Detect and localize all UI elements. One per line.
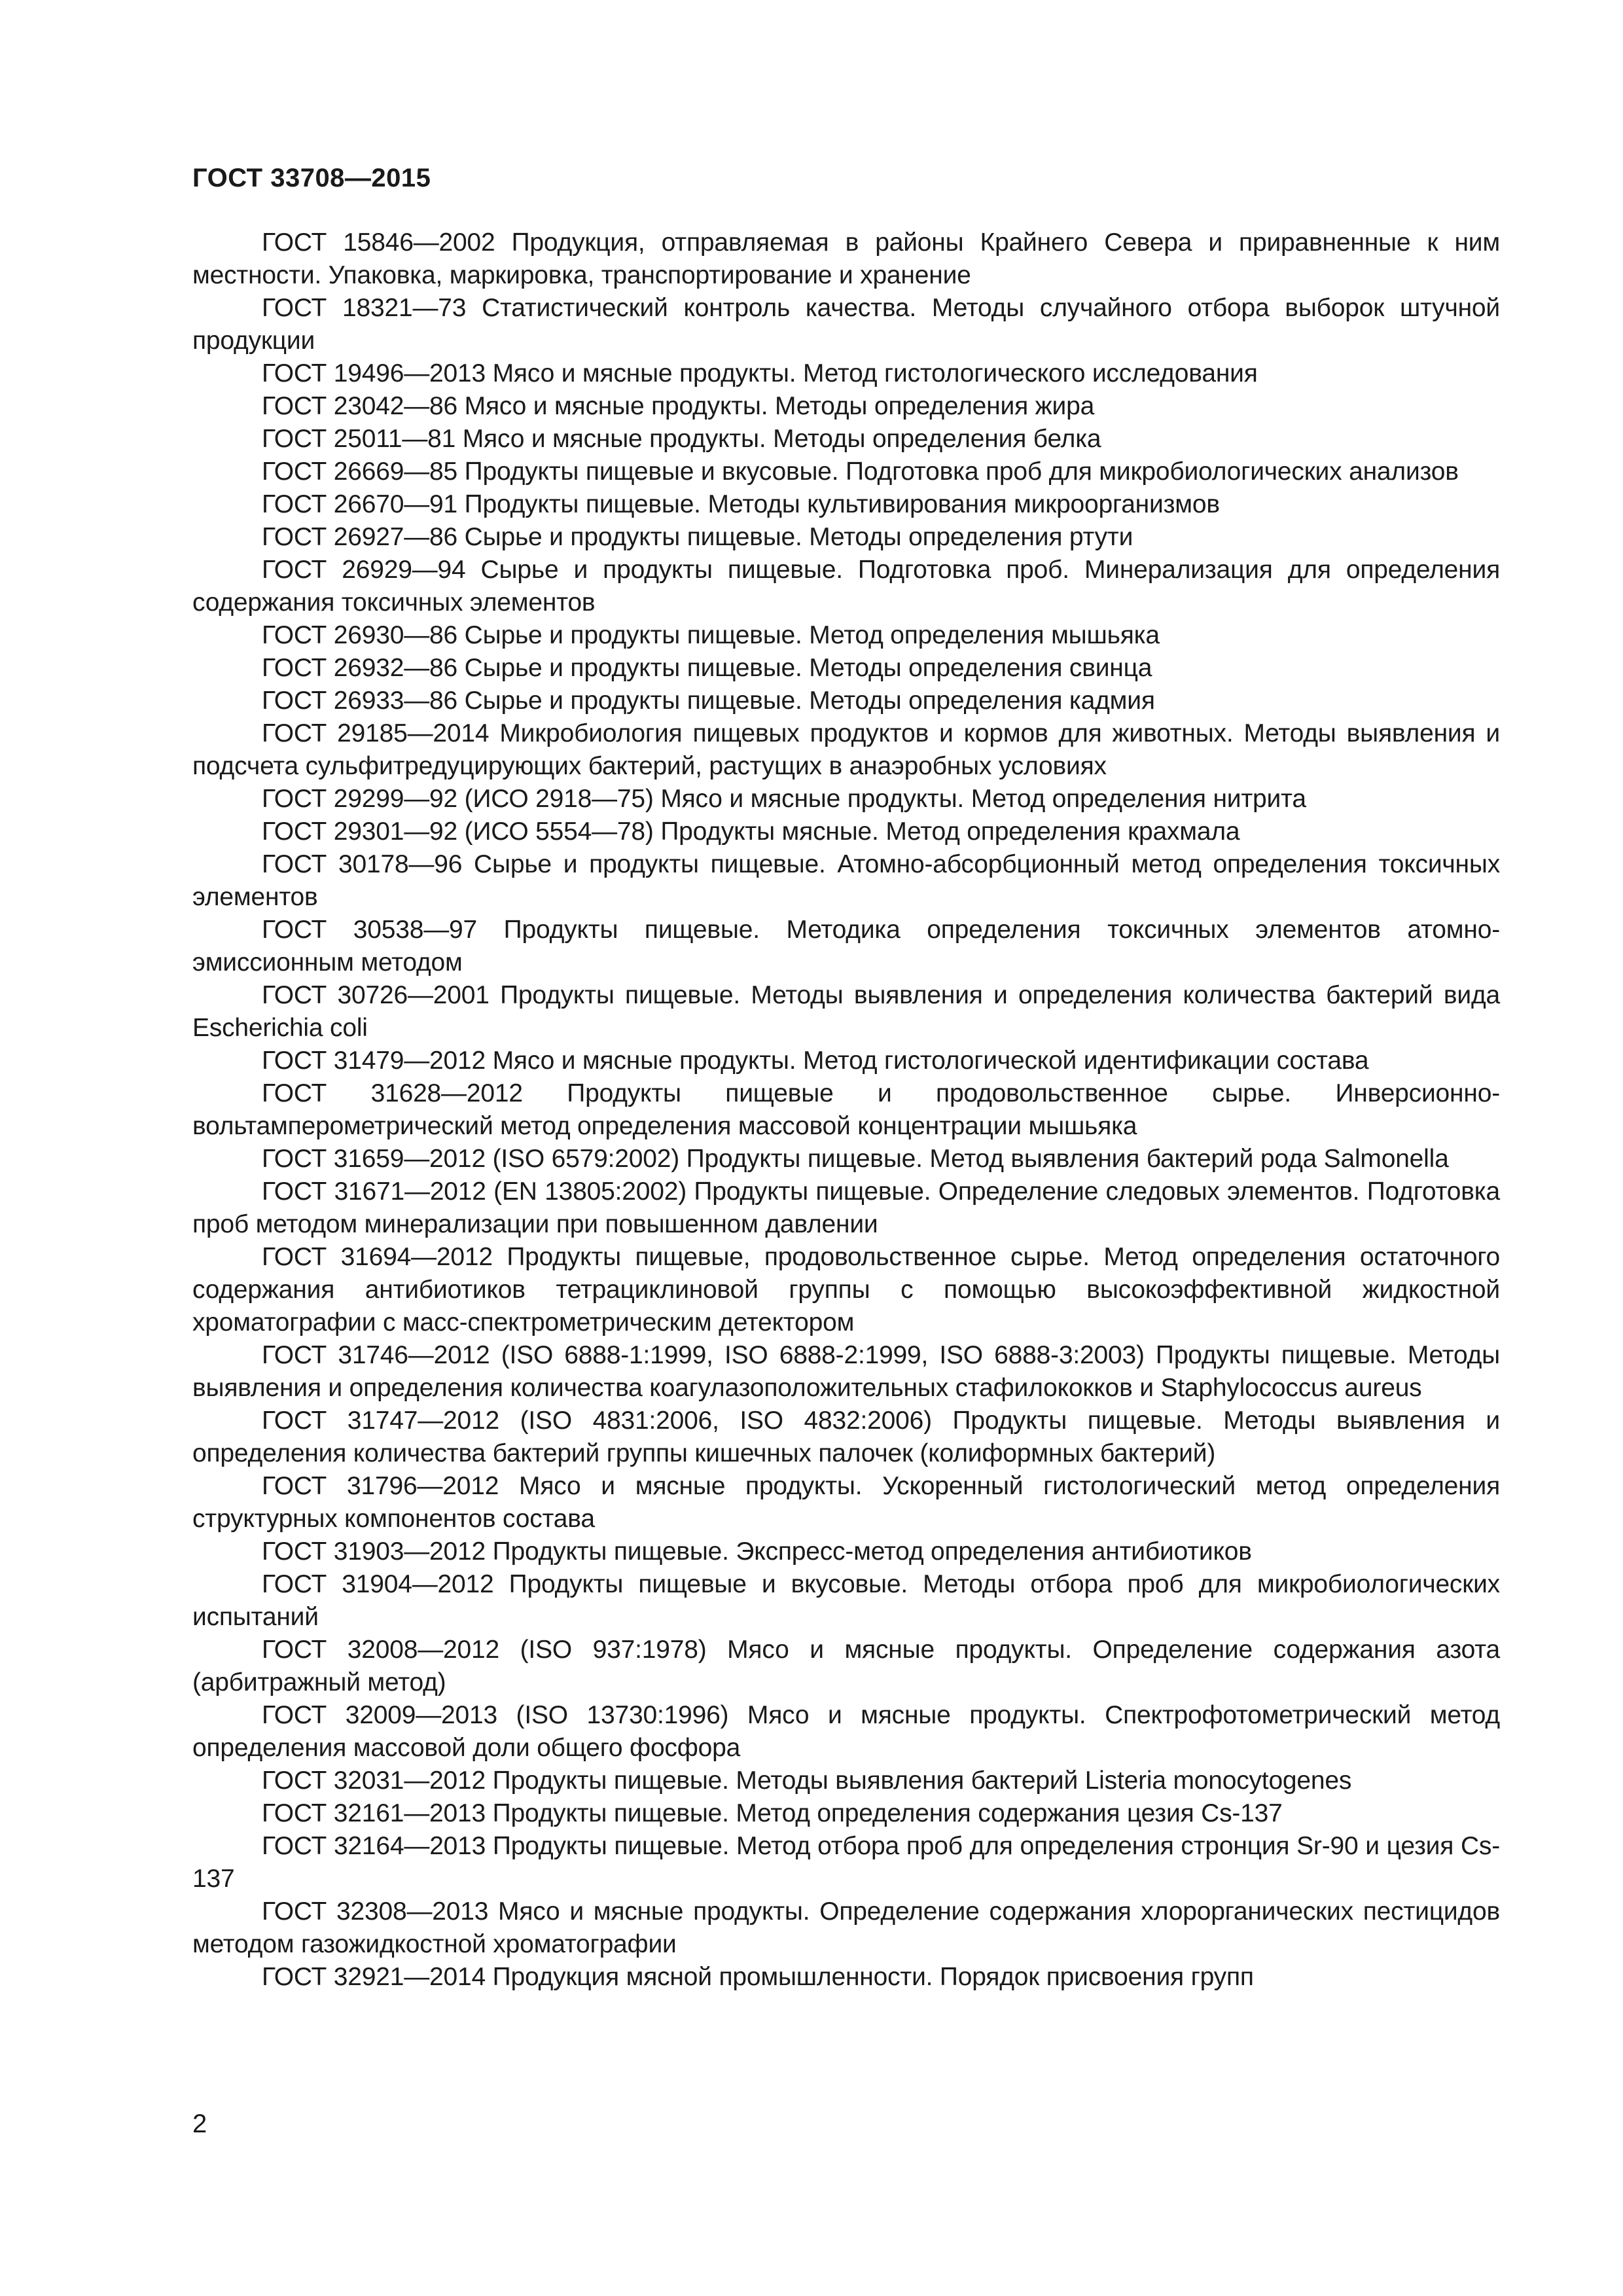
reference-item: ГОСТ 31747—2012 (ISO 4831:2006, ISO 4832:2006) Продукты пищевые. Методы выявления и определения количества бактерий группы кишечных палочек (колиформных бактерий) [192, 1407, 1500, 1467]
reference-item: ГОСТ 26669—85 Продукты пищевые и вкусовые. Подготовка проб для микробиологических анализов [262, 457, 1459, 486]
reference-item: ГОСТ 30726—2001 Продукты пищевые. Методы выявления и определения количества бактерий вида Escherichia coli [192, 981, 1500, 1042]
reference-item: ГОСТ 30538—97 Продукты пищевые. Методика определения токсичных элементов атомно-эмиссионным методом [192, 916, 1500, 977]
reference-item: ГОСТ 31659—2012 (ISO 6579:2002) Продукты пищевые. Метод выявления бактерий рода Salmonella [262, 1145, 1449, 1173]
reference-item: ГОСТ 18321—73 Статистический контроль качества. Методы случайного отбора выборок штучной продукции [192, 294, 1500, 355]
page-number: 2 [192, 2109, 207, 2138]
normative-references-list [192, 226, 1500, 1994]
reference-item: ГОСТ 31479—2012 Мясо и мясные продукты. Метод гистологической идентификации состава [262, 1047, 1369, 1075]
reference-item: ГОСТ 19496—2013 Мясо и мясные продукты. Метод гистологического исследования [262, 359, 1258, 387]
reference-item: ГОСТ 32921—2014 Продукция мясной промышленности. Порядок присвоения групп [262, 1963, 1254, 1991]
reference-item: ГОСТ 31694—2012 Продукты пищевые, продовольственное сырье. Метод определения остаточного содержания антибиотиков тетрациклиновой группы с помощью высокоэффективной жидкостной хроматографии с масс-спектрометрическим детектором [192, 1243, 1500, 1336]
reference-item: ГОСТ 32308—2013 Мясо и мясные продукты. Определение содержания хлорорганических пестицидов методом газожидкостной хроматографии [192, 1897, 1500, 1958]
reference-item: ГОСТ 26670—91 Продукты пищевые. Методы культивирования микроорганизмов [262, 490, 1220, 518]
reference-item: ГОСТ 26930—86 Сырье и продукты пищевые. Метод определения мышьяка [262, 621, 1160, 649]
reference-item: ГОСТ 30178—96 Сырье и продукты пищевые. Атомно-абсорбционный метод определения токсичных элементов [192, 850, 1500, 911]
reference-item: ГОСТ 29299—92 (ИСО 2918—75) Мясо и мясные продукты. Метод определения нитрита [262, 785, 1306, 813]
reference-item: ГОСТ 31903—2012 Продукты пищевые. Экспресс-метод определения антибиотиков [262, 1537, 1252, 1566]
reference-item: ГОСТ 23042—86 Мясо и мясные продукты. Методы определения жира [262, 392, 1095, 420]
reference-item: ГОСТ 31628—2012 Продукты пищевые и продовольственное сырье. Инверсионно-вольтамперометрический метод определения массовой концентрации мышьяка [192, 1079, 1500, 1140]
reference-item: ГОСТ 25011—81 Мясо и мясные продукты. Методы определения белка [262, 425, 1101, 453]
reference-item: ГОСТ 32009—2013 (ISO 13730:1996) Мясо и мясные продукты. Спектрофотометрический метод определения массовой доли общего фосфора [192, 1701, 1500, 1762]
reference-item: ГОСТ 31671—2012 (EN 13805:2002) Продукты пищевые. Определение следовых элементов. Подготовка проб методом минерализации при повышенном давлении [192, 1177, 1500, 1238]
reference-item: ГОСТ 31904—2012 Продукты пищевые и вкусовые. Методы отбора проб для микробиологических испытаний [192, 1570, 1500, 1631]
reference-item: ГОСТ 29185—2014 Микробиология пищевых продуктов и кормов для животных. Методы выявления и подсчета сульфитредуцирующих бактерий, растущих в анаэробных условиях [192, 719, 1500, 780]
document-header: ГОСТ 33708—2015 [192, 164, 431, 192]
reference-item: ГОСТ 15846—2002 Продукция, отправляемая в районы Крайнего Севера и приравненные к ним местности. Упаковка, маркировка, транспортирование и хранение [192, 228, 1500, 289]
reference-item: ГОСТ 32031—2012 Продукты пищевые. Методы выявления бактерий Listeria monocytogenes [262, 1767, 1352, 1795]
reference-item: ГОСТ 26932—86 Сырье и продукты пищевые. Методы определения свинца [262, 654, 1152, 682]
reference-item: ГОСТ 29301—92 (ИСО 5554—78) Продукты мясные. Метод определения крахмала [262, 817, 1240, 846]
reference-item: ГОСТ 26929—94 Сырье и продукты пищевые. Подготовка проб. Минерализация для определения содержания токсичных элементов [192, 556, 1500, 617]
reference-item: ГОСТ 31746—2012 (ISO 6888-1:1999, ISO 6888-2:1999, ISO 6888-3:2003) Продукты пищевые. Методы выявления и определения количества коагулазоположительных стафилококков и Staphylococcus aureus [192, 1341, 1500, 1402]
reference-item: ГОСТ 32164—2013 Продукты пищевые. Метод отбора проб для определения стронция Sr-90 и цезия Cs-137 [192, 1832, 1500, 1893]
reference-item: ГОСТ 26933—86 Сырье и продукты пищевые. Методы определения кадмия [262, 687, 1155, 715]
reference-item: ГОСТ 31796—2012 Мясо и мясные продукты. Ускоренный гистологический метод определения структурных компонентов состава [192, 1472, 1500, 1533]
reference-item: ГОСТ 32161—2013 Продукты пищевые. Метод определения содержания цезия Cs-137 [262, 1799, 1283, 1827]
reference-item: ГОСТ 26927—86 Сырье и продукты пищевые. Методы определения ртути [262, 523, 1133, 551]
reference-item: ГОСТ 32008—2012 (ISO 937:1978) Мясо и мясные продукты. Определение содержания азота (арбитражный метод) [192, 1636, 1500, 1696]
